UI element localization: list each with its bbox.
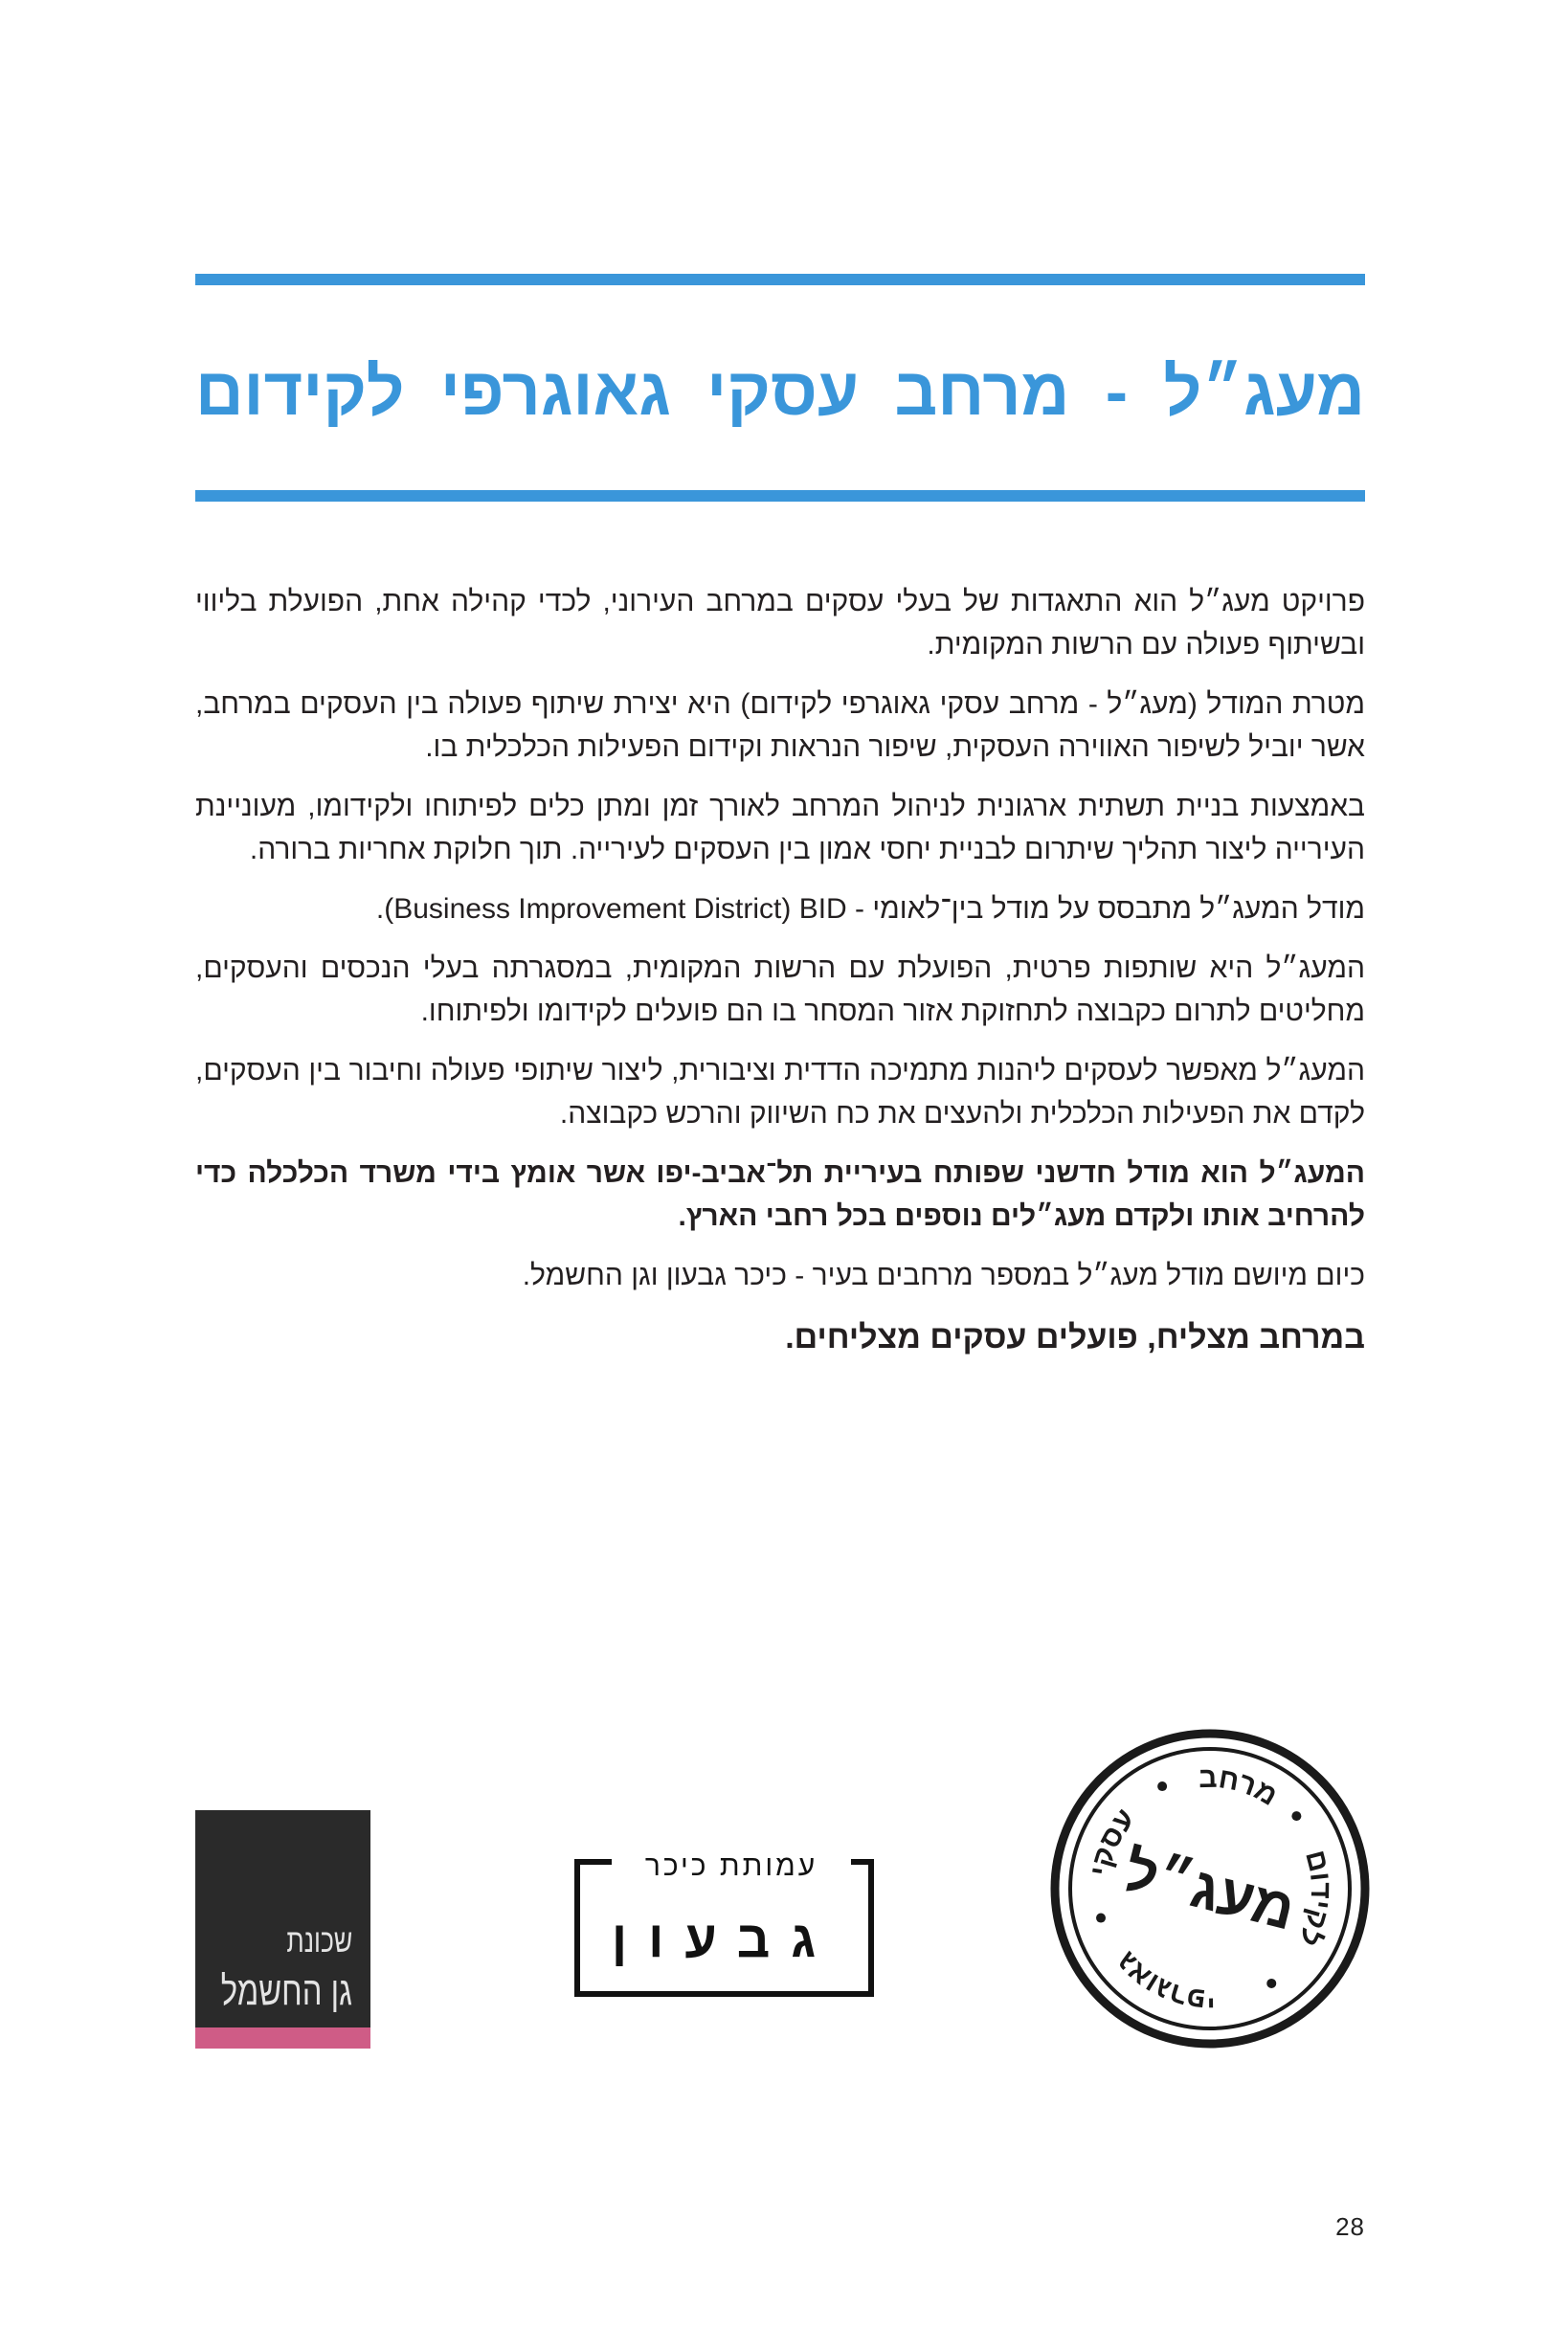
paragraph-partnership: המעג״ל היא שותפות פרטית, הפועלת עם הרשות המקומית, במסגרתה בעלי הנכסים והעסקים, מחליטים לתרום כקבוצה לתחזוקת אזור המסחר בו הם פועלים לקידומו ולפיתוחו. [195,952,1365,1027]
kikar-givon-logo [574,1850,874,1997]
paragraph-bid-model [195,887,1365,930]
stamp-ring-word-top [1198,1762,1283,1812]
gan-hachashmal-logo-line1: שכונת [286,1923,352,1960]
paragraph-goal: מטרת המודל (מעג״ל - מרחב עסקי גאוגרפי לקידום) היא יצירת שיתוף פעולה בין העסקים במרחב, אשר יוביל לשיפור האווירה העסקית, שיפור הנראות וקידום הפעילות הכלכלית בו. [195,688,1365,763]
closing-slogan: במרחב מצליח, פועלים עסקים מצליחים. [785,1319,1365,1355]
paragraph-locations: כיום מיושם מודל מעג״ל במספר מרחבים בעיר - כיכר גבעון וגן החשמל. [522,1260,1365,1291]
stamp-ring-word-right [1291,1847,1336,1951]
kikar-givon-logo-line2: גבעון [611,1911,838,1968]
stamp-ring-word-top-text: מרחב [1198,1761,1284,1813]
bid-abbreviation: BID [798,893,847,925]
page-number: 28 [1335,2212,1365,2241]
paragraph-innovation: המעג״ל הוא מודל חדשני שפותח בעיריית תל־אביב-יפו אשר אומץ בידי משרד הכלכלה כדי להרחיב אותו ולקדם מעג״לים נוספים בכל רחבי הארץ. [195,1157,1365,1232]
stamp-dot [1157,1781,1167,1791]
bottom-accent-bar [195,490,1365,502]
stamp-ring-word-right-text: לקידום [1291,1847,1337,1952]
gan-hachashmal-logo-line2: גן החשמל [220,1968,352,2013]
gan-hachashmal-logo-stripe [195,2027,370,2049]
stamp-ring-word-left-text: עסקי [1084,1803,1142,1878]
paragraph-intro: פרויקט מעג״ל הוא התאגדות של בעלי עסקים במרחב העירוני, לכדי קהילה אחת, הפועלת בליווי ובשיתוף פעולה עם הרשות המקומית. [195,586,1365,661]
stamp-ring-word-bottom-text: גאוגרפי [1109,1945,1216,2016]
maagal-stamp-logo [1047,1726,1373,2051]
paragraph-infrastructure: באמצעות בניית תשתית ארגונית לניהול המרחב לאורך זמן ומתן כלים לפיתוחו ולקידומו, מעוניינת העירייה ליצור תהליך שיתרום לבניית יחסי אמון בין העסקים לעירייה. תוך חלוקת אחריות ברורה. [195,791,1365,865]
stamp-dot [1096,1914,1106,1923]
paragraph-benefits: המעג״ל מאפשר לעסקים ליהנות מתמיכה הדדית וציבורית, ליצור שיתופי פעולה וחיבור בין העסקים, לקדם את הפעילות הכלכלית ולהעצים את כח השיווק והרכש כקבוצה. [195,1055,1365,1130]
bid-sentence-end: . [375,893,385,925]
top-accent-bar [195,274,1365,285]
stamp-dot [1291,1811,1301,1821]
gan-hachashmal-logo [195,1810,370,2049]
page-title: מעג״ל - מרחב עסקי גאוגרפי לקידום [195,354,1365,429]
body-text [195,580,1365,1378]
bid-model-text: מודל המעג״ל מתבסס על מודל בין־לאומי - [855,893,1365,925]
stamp-dot [1266,1979,1276,1988]
stamp-center-word: מעג״ל [1117,1838,1302,1942]
stamp-ring-word-bottom [1110,1945,1216,2015]
kikar-givon-logo-line1: עמותת כיכר [644,1850,818,1882]
bid-full-name: (Business Improvement District) [384,893,792,925]
